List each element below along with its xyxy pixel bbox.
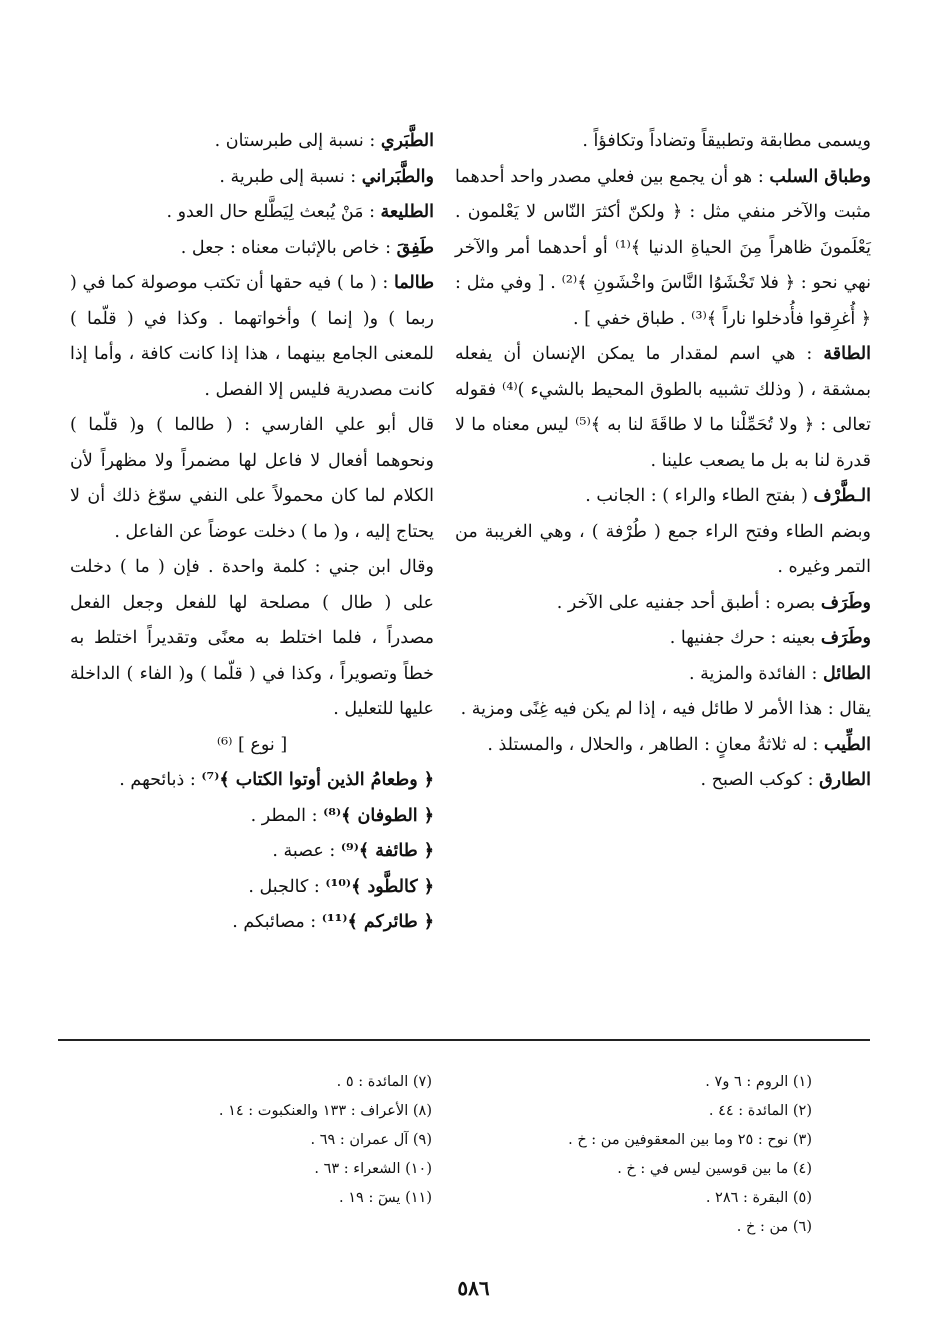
right-column bbox=[455, 124, 871, 799]
section-heading: [ نوع ] ⁽⁶⁾ bbox=[216, 734, 288, 755]
entry: قال أبو علي الفارسي : ( طالما ) و( قلّما ) ونحوهما أفعال لا فاعل لها مضمراً ولا مظهراً لأن الكلام لما كان محمولاً على النفي سوّغ ذلك أن لا يحتاج إليه ، و( ما ) دخلت عوضاً عن الفاعل . bbox=[70, 415, 434, 542]
entry: وطَرَف بصره : أطبق أحد جفنيه على الآخر . bbox=[556, 592, 871, 613]
entry: وطباق السلب : هو أن يجمع بين فعلي مصدر واحد أحدهما مثبت والآخر منفي مثل : ﴿ ولكنّ أكثرَ النّاس لا يَعْلمون . يَعْلَمونَ ظاهراً مِنَ الحياةِ الدنيا ﴾⁽¹⁾ أو أحدهما أمر والآخر نهي نحو : ﴿ فلا تَخْشَوُا النَّاسَ واخْشَونِ ﴾⁽²⁾ . [ وفي مثل : ﴿ أُغرِقوا فأُدخلوا ناراً ﴾⁽³⁾ . طباق خفي ] . bbox=[455, 166, 871, 329]
footnote: (١٠) الشعراء : ٦٣ . bbox=[314, 1161, 432, 1177]
entry: الطائل : الفائدة والمزية . bbox=[689, 663, 871, 684]
entry: الطِّيب : له ثلاثةُ معانٍ : الطاهر ، والحلال ، والمستلذ . bbox=[487, 734, 871, 755]
footnote-divider bbox=[58, 1039, 870, 1041]
entry: الطاقة : هي اسم لمقدار ما يمكن الإنسان أن يفعله بمشقة ، ( وذلك تشبيه بالطوق المحيط بالشيء )⁽⁴⁾ فقوله تعالى : ﴿ ولا تُحَمِّلْنا ما لا طاقَةَ لنا به ﴾⁽⁵⁾ ليس معناه ما لا قدرة لنا به بل ما يصعب علينا . bbox=[455, 344, 871, 471]
gloss-item: ﴿ كالطَّود ﴾⁽¹⁰⁾ : كالجبل . bbox=[248, 876, 434, 897]
footnote: (١) الروم : ٦ و٧ . bbox=[705, 1074, 812, 1090]
left-column bbox=[70, 124, 434, 941]
gloss-item: ﴿ وطعامُ الذين أوتوا الكتاب ﴾⁽⁷⁾ : ذبائحهم . bbox=[119, 770, 434, 790]
entry: وقال ابن جني : كلمة واحدة . فإن ( ما ) دخلت على ( طال ) مصلحة لها للفعل وجعل الفعل مصدراً ، فلما اختلط به معنًى وتقديراً اختلط به خطاً وتصويراً ، وكذا في ( قلّما ) و( الفاء ) الداخلة عليها للتعليل . bbox=[70, 557, 434, 719]
entry: طالما : ( ما ) فيه حقها أن تكتب موصولة كما في ( ربما ) و( إنما ) وأخواتهما . وكذا في ( قلّما ) للمعنى الجامع بينهما ، هذا إذا كانت كافة ، وأما إذا كانت مصدرية فليس إلا الفصل . bbox=[70, 273, 434, 400]
footnotes-left bbox=[150, 1068, 432, 1213]
entry: ويسمى مطابقة وتطبيقاً وتضاداً وتكافؤاً . bbox=[582, 131, 871, 151]
footnote: (٧) المائدة : ٥ . bbox=[336, 1074, 432, 1090]
footnote: (٦) من : خ . bbox=[736, 1219, 812, 1235]
footnote: (٩) آل عمران : ٦٩ . bbox=[310, 1132, 432, 1148]
entry: طَفِقَ : خاص بالإثبات معناه : جعل . bbox=[180, 237, 434, 258]
footnotes-right bbox=[520, 1068, 812, 1242]
entry: الطَّبَري : نسبة إلى طبرستان . bbox=[214, 131, 434, 151]
entry: يقال : هذا الأمر لا طائل فيه ، إذا لم يكن فيه غِنًى ومزية . bbox=[460, 699, 871, 719]
footnote: (١١) يسٓ : ١٩ . bbox=[339, 1190, 432, 1206]
entry: الـطَّرْف ( بفتح الطاء والراء ) : الجانب . bbox=[585, 486, 871, 506]
gloss-item: ﴿ الطوفان ﴾⁽⁸⁾ : المطر . bbox=[250, 805, 434, 826]
entry: الطليعة : مَنْ يُبعث لِيَطَّلع حال العدو . bbox=[166, 202, 434, 222]
entry: وطَرَف بعينه : حرك جفنيها . bbox=[669, 628, 871, 648]
footnote: (٥) البقرة : ٢٨٦ . bbox=[705, 1190, 812, 1206]
entry: وبضم الطاء وفتح الراء جمع ( طُرْفة ) ، وهي الغريبة من التمر وغيره . bbox=[455, 521, 871, 577]
page-number: ٥٨٦ bbox=[457, 1276, 490, 1300]
footnote: (٣) نوح : ٢٥ وما بين المعقوفين من : خ . bbox=[568, 1132, 812, 1148]
entry: والطَّبَراني : نسبة إلى طبرية . bbox=[219, 166, 434, 187]
gloss-item: ﴿ طائفة ﴾⁽⁹⁾ : عصبة . bbox=[272, 841, 434, 861]
gloss-item: ﴿ طائركم ﴾⁽¹¹⁾ : مصائبكم . bbox=[232, 912, 434, 932]
footnote: (٤) ما بين قوسين ليس في : خ . bbox=[617, 1161, 812, 1177]
footnote: (٨) الأعراف : ١٣٣ والعنكبوت : ١٤ . bbox=[218, 1103, 432, 1119]
footnote: (٢) المائدة : ٤٤ . bbox=[708, 1103, 812, 1119]
entry: الطارق : كوكب الصبح . bbox=[700, 770, 871, 790]
